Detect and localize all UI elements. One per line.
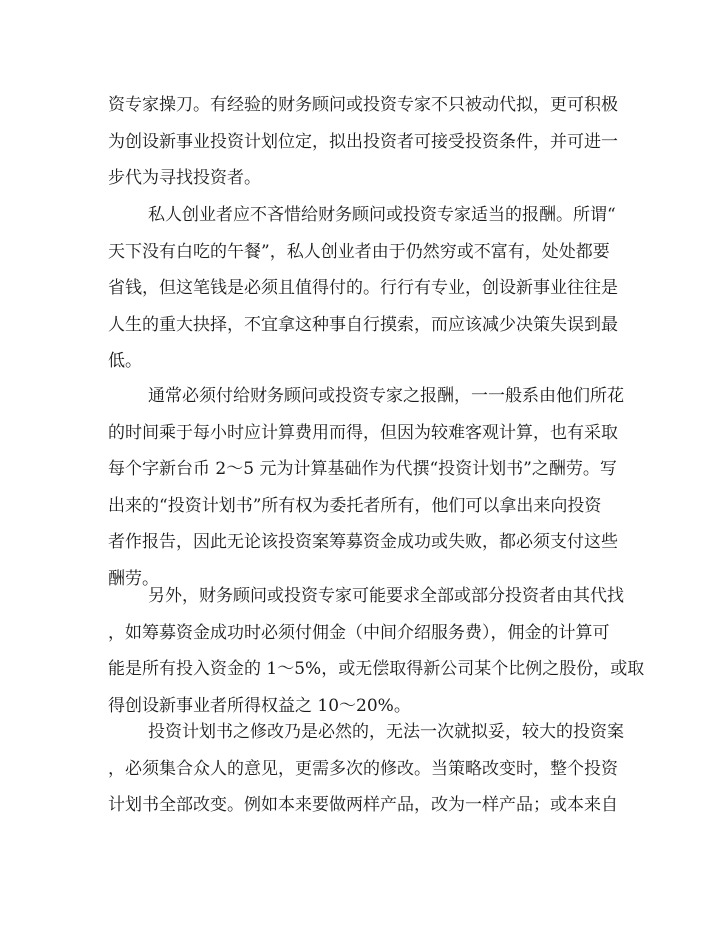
paragraph-3 [108,378,624,597]
paragraph-3-line-6: 酬劳。 [108,568,159,589]
paragraph-1-line-3: 步代为寻找投资者。 [108,168,261,188]
paragraph-4-line-4: 得创设新事业者所得权益之 10～20%。 [108,695,411,716]
paragraph-1-line-2: 为创设新事业投资计划位定，拟出投资者可接受投资条件，并可进一 [108,131,618,152]
paragraph-2-line-3: 省钱，但这笔钱是必须且值得付的。行行有专业，创设新事业往往是 [108,278,618,298]
paragraph-4-line-2: ，如筹募资金成功时必须付佣金（中间介绍服务费），佣金的计算可 [108,622,610,643]
paragraph-2-line-2: 天下没有白吃的午餐”，私人创业者由于仍然穷或不富有，处处都要 [108,241,610,262]
paragraph-5-line-1: 投资计划书之修改乃是必然的，无法一次就拟妥，较大的投资案 [148,722,624,742]
paragraph-4-line-1: 另外，财务顾问或投资专家可能要求全部或部分投资者由其代找 [148,586,624,606]
paragraph-3-line-5: 者作报告，因此无论该投资案筹募资金成功或失败，都必须支付这些 [108,532,618,552]
paragraph-1 [108,87,618,197]
paragraph-4 [108,578,645,724]
paragraph-2 [108,197,618,380]
paragraph-2-line-5: 低。 [108,351,142,371]
paragraph-2-line-4: 人生的重大抉择，不宜拿这种事自行摸索，而应该减少决策失误到最 [108,314,618,335]
paragraph-3-line-3: 每个字新台币 2～5 元为计算基础作为代撰“投资计划书”之酬劳。写 [108,459,617,479]
paragraph-2-line-1: 私人创业者应不吝惜给财务顾问或投资专家适当的报酬。所谓“ [148,205,616,225]
paragraph-3-line-2: 的时间乘于每小时应计算费用而得，但因为较难客观计算，也有采取 [108,422,618,443]
paragraph-1-line-1: 资专家操刀。有经验的财务顾问或投资专家不只被动代拟，更可积极 [108,95,618,115]
paragraph-3-line-1: 通常必须付给财务顾问或投资专家之报酬，一一般系由他们所花 [148,386,624,406]
paragraph-4-line-3: 能是所有投入资金的 1～5%，或无偿取得新公司某个比例之股份，或取 [108,659,645,679]
paragraph-5-line-2: ，必须集合众人的意见，更需多次的修改。当策略改变时，整个投资 [108,758,618,779]
paragraph-5-line-3: 计划书全部改变。例如本来要做两样产品，改为一样产品；或本来自 [108,795,618,815]
paragraph-5 [108,714,624,824]
paragraph-3-line-4: 出来的“投资计划书”所有权为委托者所有，他们可以拿出来向投资 [108,495,602,516]
